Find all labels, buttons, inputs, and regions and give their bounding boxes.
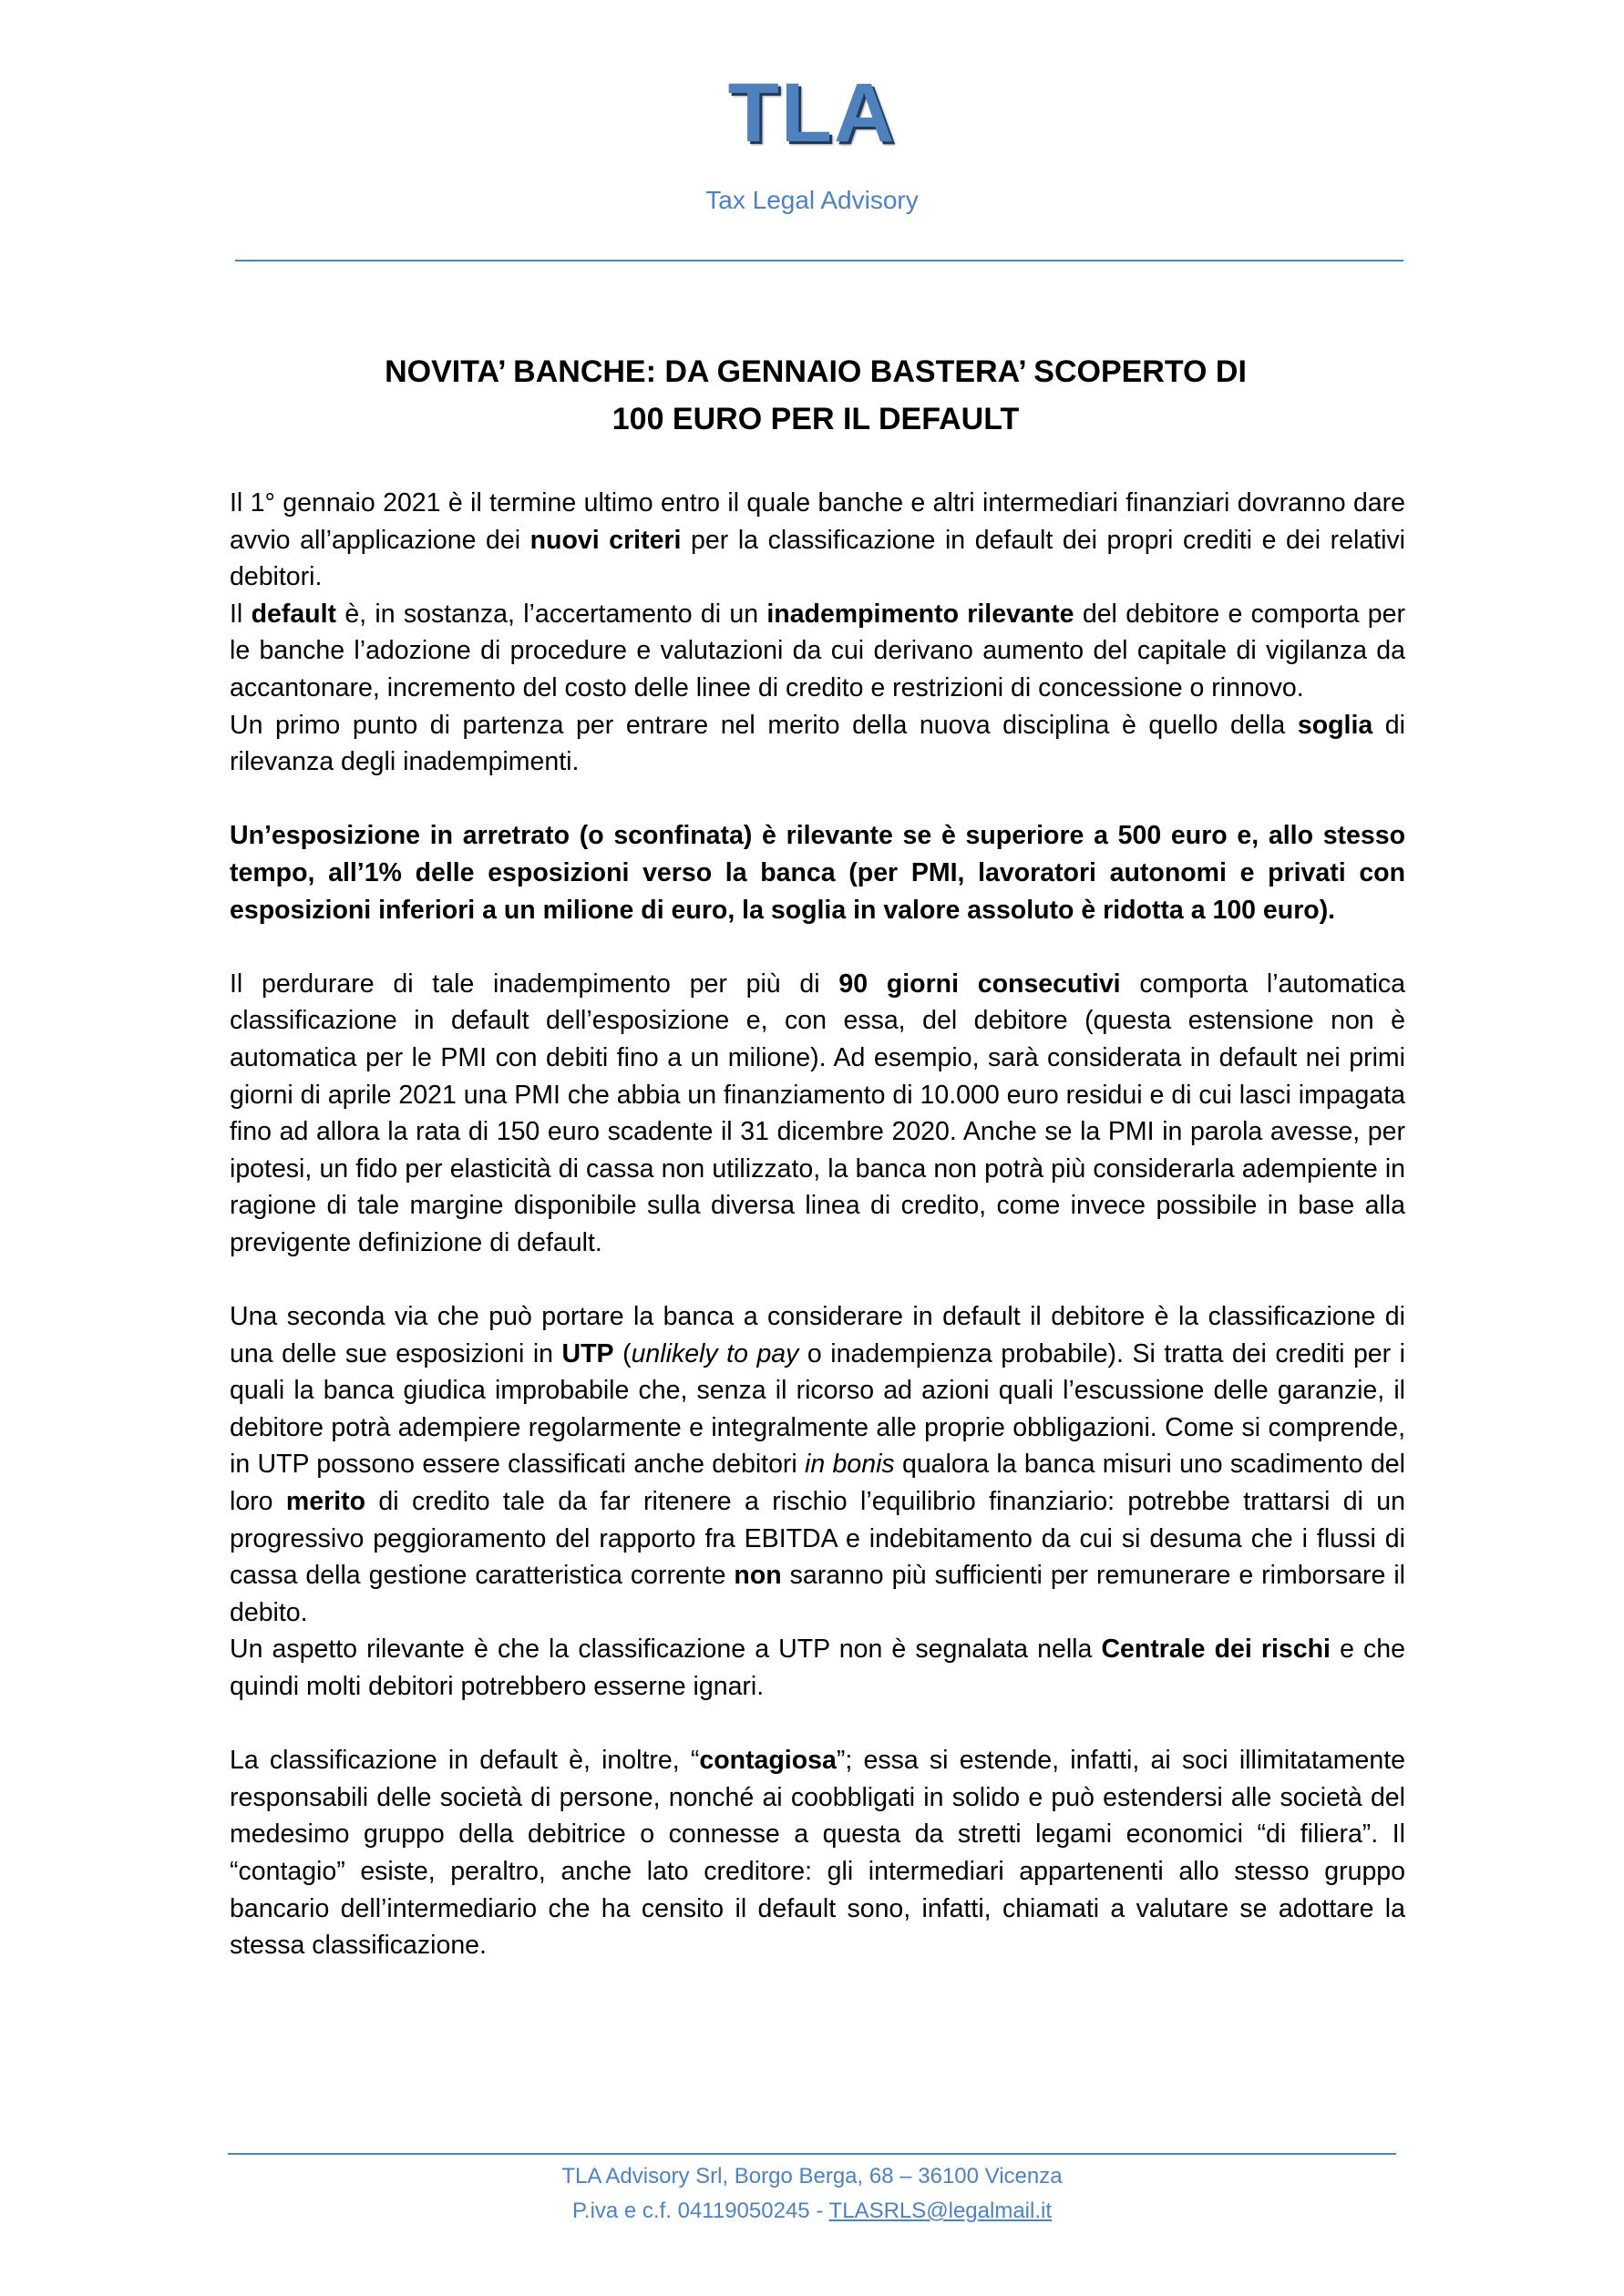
bold-run: soglia <box>1297 710 1373 740</box>
text-run: Il <box>230 599 252 629</box>
bold-run: contagiosa <box>699 1746 837 1776</box>
company-tagline: Tax Legal Advisory <box>705 186 919 214</box>
bold-run: nuovi criteri <box>529 525 682 555</box>
document-body <box>230 485 1405 1964</box>
text-run: del debitore e comporta per le banche l’adozione di procedure e valutazioni da cui derivano aumento del capitale di vigilanza da accantonare, incremento del costo delle linee di credito e restrizioni di concessione o rinnovo. <box>230 599 1405 702</box>
text-run: è, in sostanza, l’accertamento di un <box>336 599 767 629</box>
paragraph-4-bold: Un’esposizione in arretrato (o sconfinata) è rilevante se è superiore a 500 euro e, allo stesso tempo, all’1% delle esposizioni verso la banca (per PMI, lavoratori autonomi e privati con esposizioni inferiori a un milione di euro, la soglia in valore assoluto è ridotta a 100 euro). <box>230 821 1405 925</box>
paragraph-5 <box>230 966 1405 1262</box>
title-line-1: NOVITA’ BANCHE: DA GENNAIO BASTERA’ SCOPERTO DI <box>385 354 1247 389</box>
text-run: di credito tale da far ritenere a rischio l’equilibrio finanziario: potrebbe trattarsi di un progressivo peggioramento del rapporto fra EBITDA e indebitamento da cui si desuma che i flussi di cassa della gestione caratteristica corrente <box>230 1487 1405 1591</box>
bold-run: merito <box>285 1487 366 1517</box>
text-run: La classificazione in default è, inoltre, “ <box>230 1746 700 1776</box>
bold-run: UTP <box>561 1338 614 1368</box>
text-run: Il 1° gennaio 2021 è il termine ultimo entro il quale banche e altri intermediari finanziari dovranno dare avvio all’applicazione dei <box>230 488 1405 555</box>
bold-run: Centrale dei rischi <box>1101 1635 1331 1665</box>
header-divider <box>235 260 1403 261</box>
footer-address: TLA Advisory Srl, Borgo Berga, 68 – 36100 Vicenza <box>561 2164 1063 2188</box>
footer-tax-line <box>0 2200 1624 2222</box>
text-run: di rilevanza degli inadempimenti. <box>230 710 1405 777</box>
paragraph-6 <box>230 1298 1405 1631</box>
text-run: ( <box>613 1338 632 1368</box>
footer-email-link[interactable]: TLASRLS@legalmail.it <box>828 2199 1052 2223</box>
bold-run: inadempimento rilevante <box>766 599 1074 629</box>
paragraph-2 <box>230 596 1405 707</box>
company-logo: TLA <box>727 67 897 159</box>
paragraph-3 <box>230 707 1405 781</box>
title-line-2: 100 EURO PER IL DEFAULT <box>612 402 1020 436</box>
text-run: e che quindi molti debitori potrebbero esserne ignari. <box>230 1635 1406 1701</box>
italic-run: unlikely to pay <box>631 1338 799 1368</box>
paragraph-8 <box>230 1742 1405 1964</box>
text-run: saranno più sufficienti per remunerare e rimborsare il debito. <box>230 1561 1405 1627</box>
text-run: per la classificazione in default dei propri crediti e dei relativi debitori. <box>230 525 1405 592</box>
text-run: Il perdurare di tale inadempimento per più di <box>230 969 839 999</box>
text-run: ”; essa si estende, infatti, ai soci illimitatamente responsabili delle società di persone, nonché ai coobbligati in solido e può estendersi alle società del medesimo gruppo della debitrice o connesse a questa da stretti legami economici “di filiera”. Il “contagio” esiste, peraltro, anche lato creditore: gli intermediari appartenenti allo stesso gruppo bancario dell’intermediario che ha censito il default sono, infatti, chiamati a valutare se adottare la stessa classificazione. <box>230 1746 1405 1961</box>
text-run: o inadempienza probabile). Si tratta dei crediti per i quali la banca giudica improbabile che, senza il ricorso ad azioni quali l’escussione delle garanzie, il debitore potrà adempiere regolarmente e integralmente alle proprie obbligazioni. Come si comprende, in UTP possono essere classificati anche debitori <box>230 1338 1405 1480</box>
text-run: Un aspetto rilevante è che la classificazione a UTP non è segnalata nella <box>230 1635 1102 1665</box>
text-run: qualora la banca misuri uno scadimento del loro <box>230 1450 1405 1517</box>
footer-tax-id: P.iva e c.f. 04119050245 - <box>571 2199 829 2223</box>
text-run: comporta l’automatica classificazione in default dell’esposizione e, con essa, del debitore (questa estensione non è automatica per le PMI con debiti fino a un milione). Ad esempio, sarà considerata in default nei primi giorni di aprile 2021 una PMI che abbia un finanziamento di 10.000 euro residui e di cui lasci impagata fino ad allora la rata di 150 euro scadente il 31 dicembre 2020. Anche se la PMI in parola avesse, per ipotesi, un fido per elasticità di cassa non utilizzato, la banca non potrà più considerarla adempiente in ragione di tale margine disponibile sulla diversa linea di credito, come invece possibile in base alla previgente definizione di default. <box>230 969 1406 1257</box>
bold-run: 90 giorni consecutivi <box>838 969 1121 999</box>
text-run: Una seconda via che può portare la banca a considerare in default il debitore è la classificazione di una delle sue esposizioni in <box>230 1302 1405 1368</box>
bold-run: non <box>734 1561 782 1591</box>
text-run: Un primo punto di partenza per entrare nel merito della nuova disciplina è quello della <box>230 710 1298 740</box>
bold-run: default <box>251 599 336 629</box>
italic-run: in bonis <box>805 1450 895 1480</box>
paragraph-1 <box>230 485 1405 596</box>
paragraph-7 <box>230 1631 1405 1705</box>
footer-divider <box>228 2153 1396 2155</box>
document-title <box>228 348 1403 443</box>
